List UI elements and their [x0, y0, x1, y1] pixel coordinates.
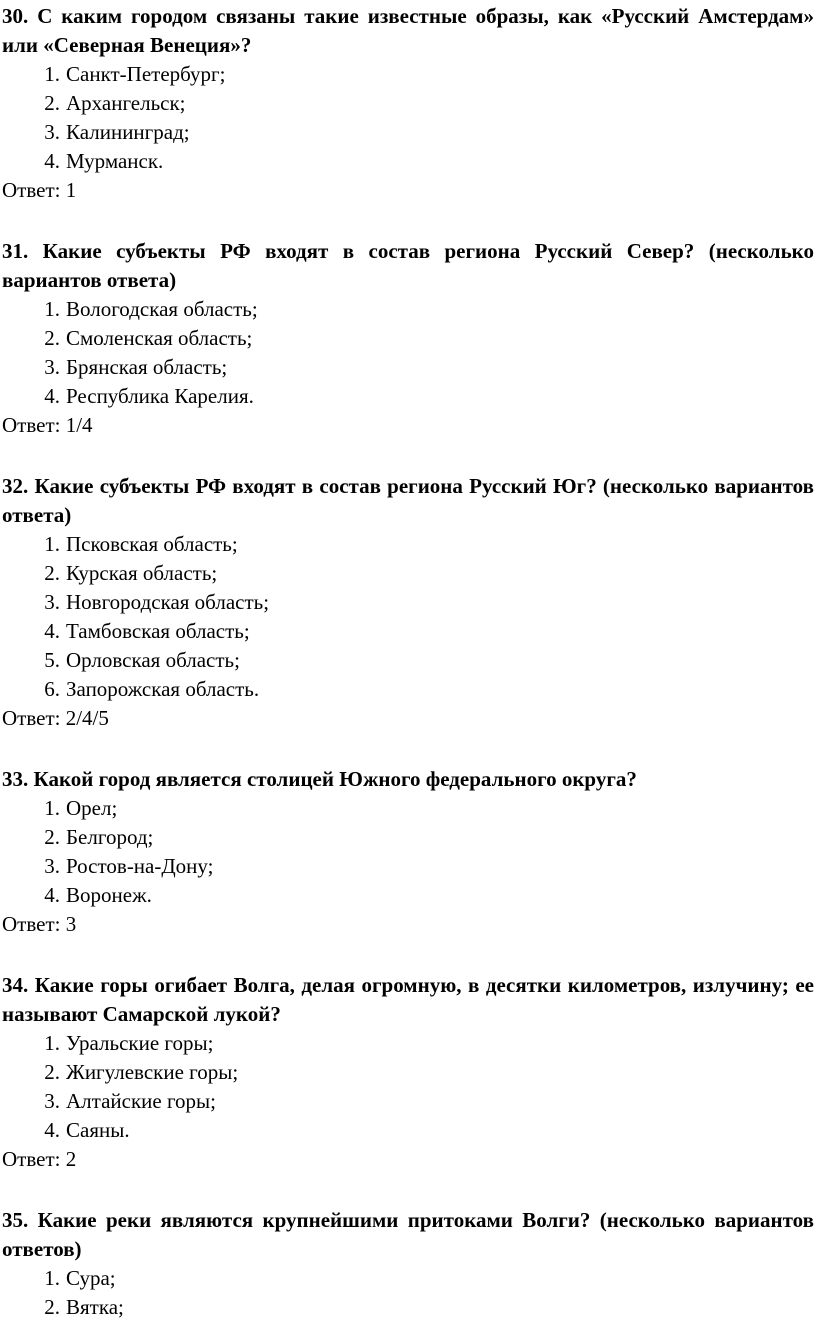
option-item — [2, 530, 814, 559]
option-text: Вятка; — [66, 1295, 124, 1319]
option-item — [2, 60, 814, 89]
option-item — [2, 646, 814, 675]
option-number: 2. — [44, 1295, 60, 1319]
option-number: 3. — [44, 1089, 60, 1113]
options-list — [2, 1264, 814, 1322]
option-text: Санкт-Петербург; — [66, 62, 226, 86]
option-number: 6. — [44, 677, 60, 701]
option-item — [2, 1264, 814, 1293]
answer-text: Ответ: 2 — [2, 1147, 77, 1171]
option-text: Мурманск. — [66, 149, 164, 173]
option-item — [2, 324, 814, 353]
option-number: 3. — [44, 590, 60, 614]
option-text: Калининград; — [66, 120, 190, 144]
option-item — [2, 1029, 814, 1058]
option-item — [2, 852, 814, 881]
option-text: Алтайские горы; — [66, 1089, 217, 1113]
question-title: 35. Какие реки являются крупнейшими притоками Волги? (несколько вариантов ответов) — [2, 1208, 814, 1261]
option-item — [2, 295, 814, 324]
option-item — [2, 881, 814, 910]
question-title: 33. Какой город является столицей Южного федерального округа? — [2, 767, 637, 791]
option-text: Новгородская область; — [66, 590, 270, 614]
option-item — [2, 382, 814, 411]
option-item — [2, 794, 814, 823]
option-item — [2, 1116, 814, 1145]
option-number: 2. — [44, 825, 60, 849]
option-number: 4. — [44, 1118, 60, 1142]
option-item — [2, 353, 814, 382]
option-item — [2, 1293, 814, 1322]
option-number: 2. — [44, 326, 60, 350]
option-item — [2, 1058, 814, 1087]
option-number: 4. — [44, 149, 60, 173]
option-item — [2, 89, 814, 118]
option-number: 1. — [44, 1031, 60, 1055]
option-number: 4. — [44, 883, 60, 907]
question-31 — [2, 237, 814, 440]
option-number: 3. — [44, 854, 60, 878]
options-list — [2, 295, 814, 411]
question-title: 34. Какие горы огибает Волга, делая огромную, в десятки километров, излучину; ее называют Самарской лукой? — [2, 973, 814, 1026]
option-text: Псковская область; — [66, 532, 238, 556]
question-34 — [2, 971, 814, 1174]
option-text: Ростов-на-Дону; — [66, 854, 214, 878]
option-item — [2, 1087, 814, 1116]
option-text: Жигулевские горы; — [66, 1060, 239, 1084]
option-text: Смоленская область; — [66, 326, 253, 350]
option-number: 4. — [44, 619, 60, 643]
option-text: Белгород; — [66, 825, 154, 849]
options-list — [2, 60, 814, 176]
answer-text: Ответ: 2/4/5 — [2, 706, 109, 730]
option-item — [2, 559, 814, 588]
option-number: 1. — [44, 796, 60, 820]
option-number: 4. — [44, 384, 60, 408]
option-item — [2, 617, 814, 646]
option-item — [2, 118, 814, 147]
question-30 — [2, 2, 814, 205]
option-item — [2, 823, 814, 852]
question-title: 30. С каким городом связаны такие известные образы, как «Русский Амстердам» или «Северная Венеция»? — [2, 4, 814, 57]
option-number: 5. — [44, 648, 60, 672]
options-list — [2, 530, 814, 704]
question-35 — [2, 1206, 814, 1322]
option-number: 2. — [44, 91, 60, 115]
option-number: 1. — [44, 297, 60, 321]
option-text: Архангельск; — [66, 91, 186, 115]
answer-text: Ответ: 1 — [2, 178, 77, 202]
option-text: Орел; — [66, 796, 118, 820]
options-list — [2, 1029, 814, 1145]
option-number: 3. — [44, 120, 60, 144]
answer-text: Ответ: 1/4 — [2, 413, 93, 437]
option-number: 1. — [44, 532, 60, 556]
option-text: Воронеж. — [66, 883, 152, 907]
option-text: Запорожская область. — [66, 677, 260, 701]
answer-text: Ответ: 3 — [2, 912, 77, 936]
option-number: 1. — [44, 62, 60, 86]
option-item — [2, 588, 814, 617]
option-text: Республика Карелия. — [66, 384, 254, 408]
option-text: Вологодская область; — [66, 297, 258, 321]
option-item — [2, 675, 814, 704]
option-text: Сура; — [66, 1266, 116, 1290]
options-list — [2, 794, 814, 910]
question-title: 32. Какие субъекты РФ входят в состав региона Русский Юг? (несколько вариантов ответа) — [2, 474, 814, 527]
option-text: Саяны. — [66, 1118, 130, 1142]
option-text: Курская область; — [66, 561, 218, 585]
option-text: Тамбовская область; — [66, 619, 250, 643]
option-text: Уральские горы; — [66, 1031, 214, 1055]
document-body — [2, 2, 814, 1322]
question-title: 31. Какие субъекты РФ входят в состав региона Русский Север? (несколько вариантов ответа) — [2, 239, 814, 292]
option-item — [2, 147, 814, 176]
option-number: 2. — [44, 561, 60, 585]
question-33 — [2, 765, 814, 939]
option-number: 2. — [44, 1060, 60, 1084]
question-32 — [2, 472, 814, 733]
option-number: 1. — [44, 1266, 60, 1290]
option-text: Брянская область; — [66, 355, 228, 379]
option-text: Орловская область; — [66, 648, 240, 672]
option-number: 3. — [44, 355, 60, 379]
